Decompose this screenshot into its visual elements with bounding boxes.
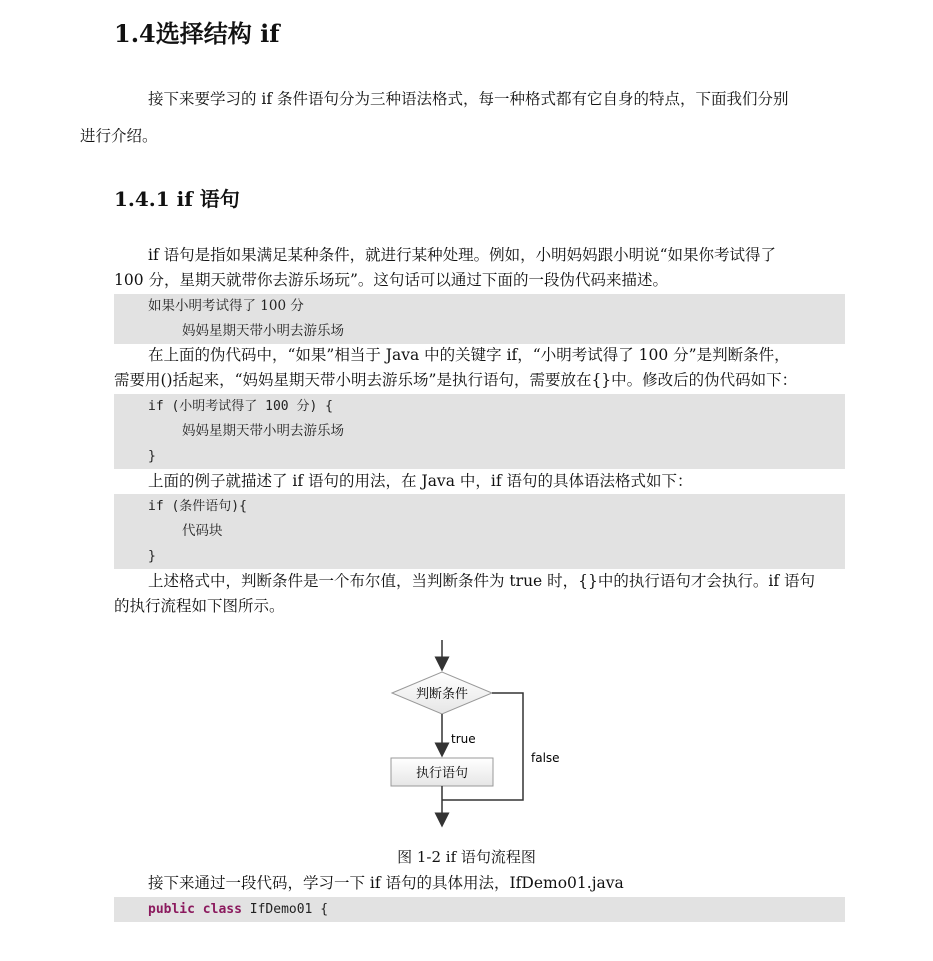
para1-line-1: if 语句是指如果满足某种条件，就进行某种处理。例如，小明妈妈跟小明说“如果你考试得了: [148, 246, 777, 264]
keyword-public: public: [148, 902, 195, 917]
intro-line-1: 接下来要学习的 if 条件语句分为三种语法格式，每一种格式都有它自身的特点，下面我们分别: [148, 90, 789, 108]
para3-line: 上面的例子就描述了 if 语句的用法，在 Java 中，if 语句的具体语法格式如下：: [148, 472, 693, 490]
section-heading: 1.4选择结构 if: [114, 19, 280, 48]
class-declaration: IfDemo01 {: [249, 902, 329, 917]
action-label: 执行语句: [415, 766, 469, 781]
code-block-4: [114, 897, 845, 922]
code-block-1: [114, 294, 845, 344]
code2-line-2: 妈妈星期天带小明去游乐场: [182, 423, 344, 439]
paragraph-5: [114, 871, 845, 896]
intro-paragraph: [80, 81, 845, 155]
figure-caption: 图 1-2 if 语句流程图: [397, 848, 536, 866]
paragraph-2: [114, 343, 845, 393]
intro-line-2: 进行介绍。: [80, 127, 158, 145]
subsection-heading: 1.4.1 if 语句: [114, 187, 240, 211]
code3-line-1: if (条件语句){: [148, 499, 247, 514]
code-block-3: [114, 494, 845, 569]
condition-label: 判断条件: [415, 687, 469, 702]
true-label: true: [451, 732, 476, 746]
code4-line-1: [114, 897, 845, 922]
paragraph-3: [114, 469, 845, 494]
para5-line: 接下来通过一段代码，学习一下 if 语句的具体用法，IfDemo01.java: [148, 874, 624, 892]
paragraph-4: [114, 569, 845, 619]
code3-line-2: 代码块: [182, 523, 223, 539]
if-flowchart: [380, 636, 560, 831]
para4-line-1: 上述格式中，判断条件是一个布尔值，当判断条件为 true 时，{}中的执行语句才会执行。if 语句: [148, 572, 815, 590]
code-block-2: [114, 394, 845, 469]
code3-line-3: }: [148, 549, 156, 564]
paragraph-1: [114, 243, 845, 293]
code2-line-3: }: [148, 449, 156, 464]
para4-line-2: 的执行流程如下图所示。: [114, 597, 285, 615]
code2-line-1: if (小明考试得了 100 分) {: [148, 399, 333, 414]
false-label: false: [531, 751, 560, 765]
code1-line-1: 如果小明考试得了 100 分: [148, 298, 304, 314]
para2-line-2: 需要用()括起来，“妈妈星期天带小明去游乐场”是执行语句，需要放在{}中。修改后的伪代码如下：: [114, 371, 798, 389]
para2-line-1: 在上面的伪代码中，“如果”相当于 Java 中的关键字 if，“小明考试得了 100 分”是判断条件，: [148, 346, 790, 364]
para1-line-2: 100 分，星期天就带你去游乐场玩”。这句话可以通过下面的一段伪代码来描述。: [114, 271, 668, 289]
code1-line-2: 妈妈星期天带小明去游乐场: [182, 323, 344, 339]
keyword-class: class: [202, 902, 242, 917]
